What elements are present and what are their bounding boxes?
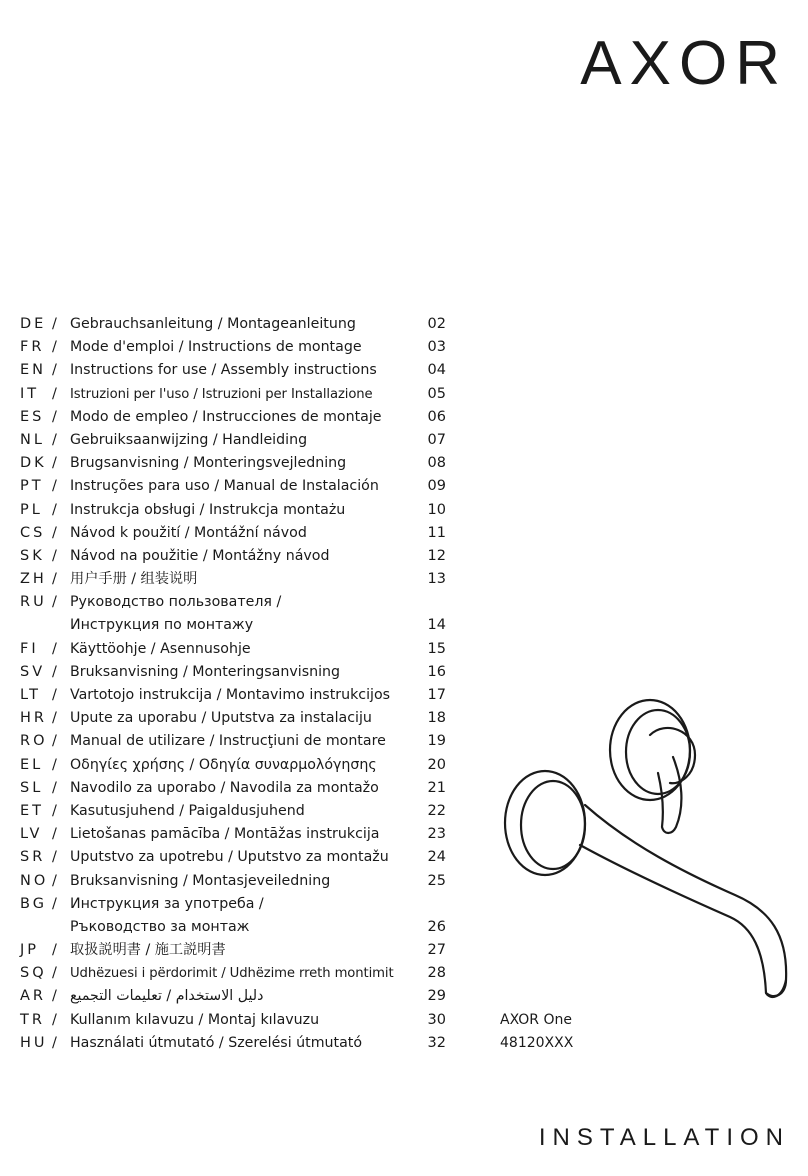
toc-language-code: RU: [20, 594, 47, 611]
toc-language-code: LV: [20, 826, 43, 843]
toc-separator: /: [52, 594, 57, 611]
toc-separator: /: [52, 339, 57, 356]
toc-title: Upute za uporabu / Uputstva za instalaciju: [70, 710, 372, 727]
toc-title: Gebruiksaanwijzing / Handleiding: [70, 431, 308, 448]
toc-title: Инструкция по монтажу: [70, 617, 254, 634]
toc-title: Návod na použitie / Montážny návod: [70, 547, 330, 564]
toc-page-number: 10: [427, 501, 446, 518]
toc-separator: /: [52, 663, 57, 680]
toc-page-number: 13: [427, 571, 446, 588]
toc-separator: /: [52, 779, 57, 796]
toc-page-number: 20: [427, 756, 446, 773]
toc-separator: /: [52, 501, 57, 518]
toc-row: [20, 383, 450, 406]
mixer-body: [650, 728, 695, 783]
toc-language-code: SV: [20, 663, 46, 680]
toc-title: Udhëzuesi i përdorimit / Udhëzime rreth montimit: [70, 966, 394, 982]
toc-language-code: CS: [20, 524, 46, 541]
product-number: 48120XXX: [500, 1035, 574, 1051]
toc-page-number: 24: [427, 849, 446, 866]
toc-row: [20, 545, 450, 568]
toc-title: Navodilo za uporabo / Navodila za montažo: [70, 779, 379, 796]
table-of-contents: [20, 313, 450, 1055]
toc-separator: /: [52, 431, 57, 448]
toc-page-number: 21: [427, 779, 446, 796]
toc-language-code: DK: [20, 455, 47, 472]
toc-row: [20, 661, 450, 684]
product-name: AXOR One: [500, 1012, 572, 1028]
brand-logo: AXOR: [580, 29, 788, 98]
toc-language-code: BG: [20, 895, 47, 912]
toc-title: Kasutusjuhend / Paigaldusjuhend: [70, 802, 305, 819]
toc-row: [20, 429, 450, 452]
toc-title: Kullanım kılavuzu / Montaj kılavuzu: [70, 1011, 320, 1028]
toc-row: [20, 499, 450, 522]
toc-title: Instructions for use / Assembly instructions: [70, 362, 377, 379]
toc-separator: /: [52, 362, 57, 379]
toc-title: Bruksanvisning / Monteringsanvisning: [70, 663, 341, 680]
toc-page-number: 11: [427, 524, 446, 541]
toc-row: [20, 800, 450, 823]
toc-language-code: PT: [20, 478, 44, 495]
toc-separator: /: [52, 547, 57, 564]
toc-title: Käyttöohje / Asennusohje: [70, 640, 251, 657]
toc-separator: /: [52, 988, 57, 1005]
toc-title: Bruksanvisning / Montasjeveiledning: [70, 872, 331, 889]
toc-page-number: 04: [427, 362, 446, 379]
toc-separator: /: [52, 849, 57, 866]
toc-title: Руководство пользователя /: [70, 594, 282, 611]
toc-page-number: 19: [427, 733, 446, 750]
toc-row: [20, 336, 450, 359]
toc-language-code: ES: [20, 408, 45, 425]
toc-row: [20, 638, 450, 661]
toc-page-number: 02: [427, 316, 446, 332]
toc-language-code: ET: [20, 802, 45, 819]
toc-row: [20, 846, 450, 869]
toc-separator: /: [52, 571, 57, 588]
toc-title: Οδηγίες χρήσης / Οδηγία συναρμολόγησης: [70, 756, 377, 773]
toc-language-code: FI: [20, 640, 39, 657]
toc-language-code: IT: [20, 385, 40, 402]
toc-page-number: 03: [427, 339, 446, 356]
toc-title: Uputstvo za upotrebu / Uputstvo za montažu: [70, 849, 389, 866]
toc-title: Ръководство за монтаж: [70, 918, 250, 935]
toc-title: 用户手册 / 组装说明: [70, 571, 198, 588]
toc-row: [20, 359, 450, 382]
toc-separator: /: [52, 942, 57, 959]
toc-language-code: SK: [20, 547, 45, 564]
toc-separator: /: [52, 385, 57, 402]
toc-title: دليل الاستخدام / تعليمات التجميع: [70, 988, 264, 1005]
toc-row: [20, 916, 450, 939]
toc-page-number: 29: [427, 988, 446, 1005]
toc-language-code: EN: [20, 362, 47, 379]
toc-row: [20, 614, 450, 637]
toc-title: Gebrauchsanleitung / Montageanleitung: [70, 316, 356, 332]
toc-language-code: TR: [20, 1011, 45, 1028]
toc-separator: /: [52, 895, 57, 912]
toc-title: Istruzioni per l'uso / Istruzioni per Installazione: [70, 386, 373, 402]
toc-separator: /: [52, 756, 57, 773]
toc-page-number: 06: [427, 408, 446, 425]
toc-title: Návod k použití / Montážní návod: [70, 524, 307, 541]
toc-page-number: 23: [427, 826, 446, 843]
toc-title: Manual de utilizare / Instrucţiuni de montare: [70, 733, 386, 750]
toc-row: [20, 406, 450, 429]
toc-separator: /: [52, 826, 57, 843]
toc-separator: /: [52, 733, 57, 750]
toc-separator: /: [52, 802, 57, 819]
toc-title: Instrukcja obsługi / Instrukcja montażu: [70, 501, 346, 518]
toc-title: Instruções para uso / Manual de Instalación: [70, 478, 379, 495]
toc-row: [20, 684, 450, 707]
toc-language-code: NO: [20, 872, 49, 889]
toc-title: Mode d'emploi / Instructions de montage: [70, 339, 362, 356]
toc-row: [20, 939, 450, 962]
toc-separator: /: [52, 455, 57, 472]
toc-language-code: HU: [20, 1034, 48, 1051]
toc-row: [20, 730, 450, 753]
toc-page-number: 12: [427, 547, 446, 564]
toc-separator: /: [52, 872, 57, 889]
toc-language-code: FR: [20, 339, 45, 356]
toc-language-code: SR: [20, 849, 46, 866]
toc-page-number: 08: [427, 455, 446, 472]
toc-row: [20, 777, 450, 800]
toc-title: 取扱説明書 / 施工説明書: [70, 942, 226, 959]
toc-page-number: 27: [427, 942, 446, 959]
toc-language-code: AR: [20, 988, 46, 1005]
toc-separator: /: [52, 965, 57, 982]
toc-separator: /: [52, 408, 57, 425]
toc-page-number: 16: [427, 663, 446, 680]
toc-page-number: 14: [427, 617, 446, 634]
toc-separator: /: [52, 316, 57, 332]
toc-page-number: 28: [427, 965, 446, 982]
toc-page-number: 07: [427, 431, 446, 448]
toc-separator: /: [52, 1011, 57, 1028]
toc-title: Инструкция за употреба /: [70, 895, 264, 912]
toc-language-code: EL: [20, 756, 44, 773]
toc-row: [20, 985, 450, 1008]
toc-language-code: ZH: [20, 571, 47, 588]
toc-row: [20, 754, 450, 777]
toc-page-number: 05: [427, 385, 446, 402]
toc-row: [20, 313, 450, 336]
faucet-drawing: [490, 695, 790, 1015]
toc-row: [20, 568, 450, 591]
toc-row: [20, 1009, 450, 1032]
toc-row: [20, 591, 450, 614]
toc-page-number: 32: [427, 1034, 446, 1051]
toc-row: [20, 893, 450, 916]
toc-page-number: 18: [427, 710, 446, 727]
toc-separator: /: [52, 640, 57, 657]
toc-page-number: 17: [427, 687, 446, 703]
toc-page-number: 25: [427, 872, 446, 889]
spout: [580, 805, 786, 996]
toc-row: [20, 707, 450, 730]
toc-language-code: DE: [20, 316, 47, 332]
toc-row: [20, 452, 450, 475]
toc-separator: /: [52, 710, 57, 727]
toc-row: [20, 475, 450, 498]
toc-page-number: 15: [427, 640, 446, 657]
toc-page-number: 30: [427, 1011, 446, 1028]
toc-language-code: PL: [20, 501, 43, 518]
toc-page-number: 26: [427, 918, 446, 935]
toc-row: [20, 962, 450, 985]
toc-language-code: JP: [20, 942, 40, 959]
footer-title: INSTALLATION: [538, 1124, 790, 1151]
toc-separator: /: [52, 687, 57, 703]
toc-title: Brugsanvisning / Monteringsvejledning: [70, 455, 347, 472]
toc-language-code: SQ: [20, 965, 47, 982]
toc-separator: /: [52, 1034, 57, 1051]
toc-title: Használati útmutató / Szerelési útmutató: [70, 1034, 363, 1051]
toc-title: Lietošanas pamācība / Montāžas instrukcija: [70, 826, 380, 843]
toc-title: Modo de empleo / Instrucciones de montaje: [70, 408, 382, 425]
toc-row: [20, 823, 450, 846]
toc-language-code: RO: [20, 733, 48, 750]
toc-separator: /: [52, 478, 57, 495]
toc-page-number: 22: [427, 802, 446, 819]
toc-row: [20, 522, 450, 545]
toc-row: [20, 870, 450, 893]
toc-title: Vartotojo instrukcija / Montavimo instrukcijos: [70, 687, 391, 703]
toc-row: [20, 1032, 450, 1055]
toc-language-code: NL: [20, 431, 45, 448]
toc-language-code: HR: [20, 710, 47, 727]
toc-language-code: SL: [20, 779, 44, 796]
toc-separator: /: [52, 524, 57, 541]
toc-language-code: LT: [20, 687, 41, 703]
toc-page-number: 09: [427, 478, 446, 495]
